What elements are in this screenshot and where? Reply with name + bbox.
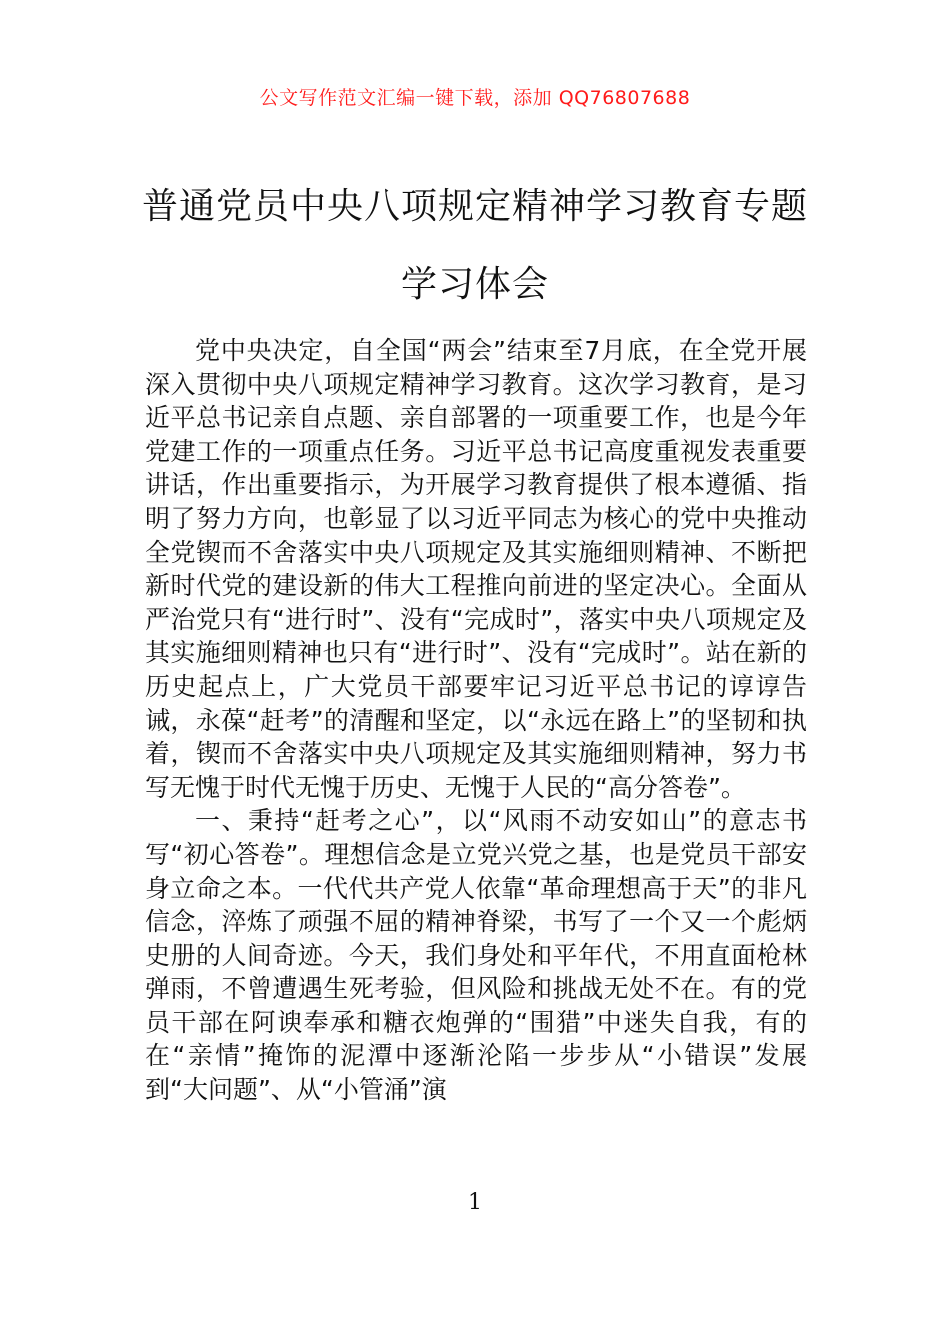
title-line-1: 普通党员中央八项规定精神学习教育专题 — [141, 186, 808, 227]
page-number: 1 — [468, 1190, 482, 1215]
paragraph-section-one: 一、秉持“赶考之心”，以“风雨不动安如山”的意志书写“初心答卷”。理想信念是立党兴党之基，也是党员干部安身立命之本。一代代共产党人依靠“革命理想高于天”的非凡信念，淬炼了顽强不屈的精神脊梁，书写了一个又一个彪炳史册的人间奇迹。今天，我们身处和平年代，不用直面枪林弹雨，不曾遭遇生死考验，但风险和挑战无处不在。有的党员干部在阿谀奉承和糖衣炮弹的“围猎”中迷失自我，有的在“亲情”掩饰的泥潭中逐渐沦陷一步步从“小错误”发展到“大问题”、从“小管涌”演 — [145, 806, 807, 1105]
document-title — [130, 168, 820, 324]
title-line-2: 学习体会 — [400, 264, 549, 305]
paragraph-intro: 党中央决定，自全国“两会”结束至7月底，在全党开展深入贯彻中央八项规定精神学习教育。这次学习教育，是习近平总书记亲自点题、亲自部署的一项重要工作，也是今年党建工作的一项重点任务。习近平总书记高度重视发表重要讲话，作出重要指示，为开展学习教育提供了根本遵循、指明了努力方向，也彰显了以习近平同志为核心的党中央推动全党锲而不舍落实中央八项规定及其实施细则精神、不断把新时代党的建设新的伟大工程推向前进的坚定决心。全面从严治党只有“进行时”、没有“完成时”，落实中央八项规定及其实施细则精神也只有“进行时”、没有“完成时”。站在新的历史起点上，广大党员干部要牢记习近平总书记的谆谆告诫，永葆“赶考”的清醒和坚定，以“永远在路上”的坚韧和执着，锲而不舍落实中央八项规定及其实施细则精神，努力书写无愧于时代无愧于历史、无愧于人民的“高分答卷”。 — [145, 336, 807, 802]
watermark-banner: 公文写作范文汇编一键下载，添加 QQ76807688 — [259, 87, 691, 109]
document-body — [145, 334, 807, 1107]
